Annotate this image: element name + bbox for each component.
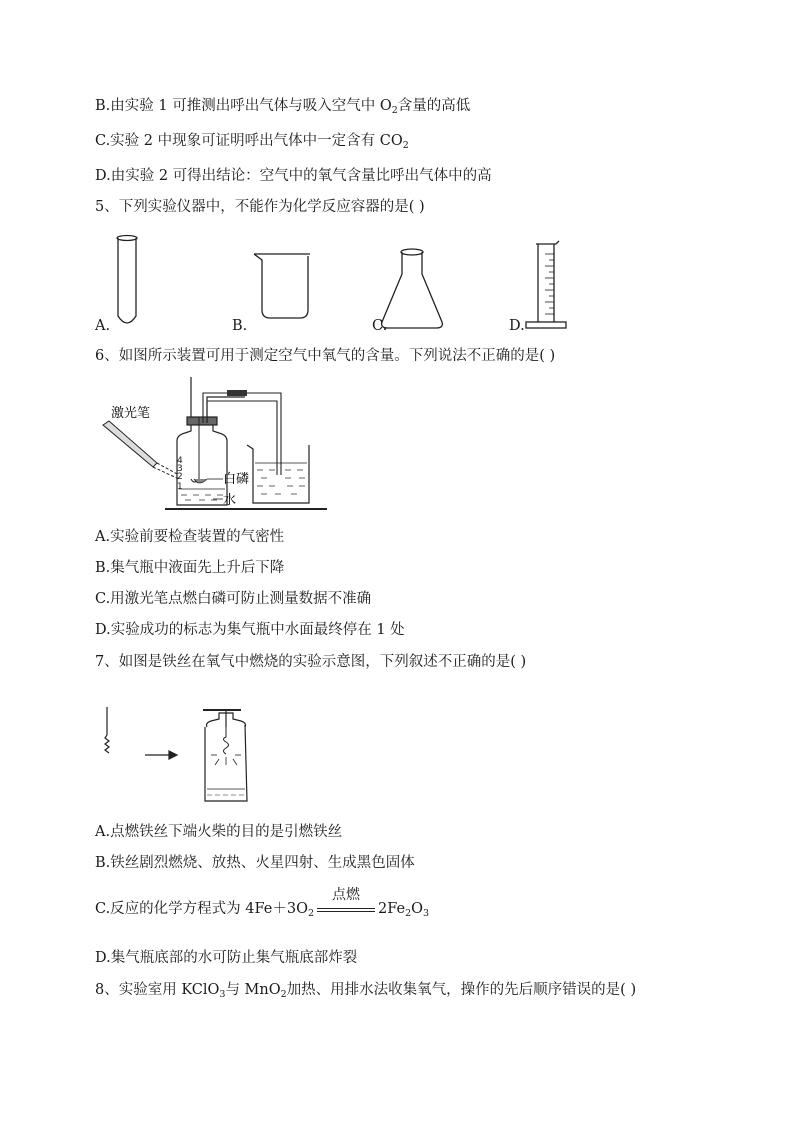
q6-option-d: D.实验成功的标志为集气瓶中水面最终停在 1 处 — [95, 622, 405, 638]
q4-option-b: B.由实验 1 可推测出呼出气体与吸入空气中 $O_2$含量的高低 — [95, 98, 471, 116]
q8-stem: 8、实验室用 KClO$_3$与 MnO$_2$加热、用排水法收集氧气，操作的先后顺序错误的是( ) — [95, 982, 637, 1000]
q6-stem: 6、如图所示装置可用于测定空气中氧气的含量。下列说法不正确的是( ) — [95, 348, 556, 364]
conical-flask-icon — [382, 249, 443, 328]
q7-stem: 7、如图是铁丝在氧气中燃烧的实验示意图，下列叙述不正确的是( ) — [95, 654, 527, 670]
q7-option-a: A.点燃铁丝下端火柴的目的是引燃铁丝 — [95, 824, 343, 840]
q6-option-c: C.用激光笔点燃白磷可防止测量数据不准确 — [95, 591, 372, 607]
iron-wire-icon — [105, 707, 109, 753]
q5-apparatus-figure — [90, 230, 690, 340]
q6-oxygen-measurement-figure — [95, 375, 335, 515]
q6-option-a: A.实验前要检查装置的气密性 — [95, 529, 285, 545]
laser-pen-icon — [103, 421, 179, 479]
arrow-right-icon — [145, 751, 177, 759]
svg-text:4: 4 — [177, 456, 183, 466]
svg-text:2: 2 — [177, 472, 183, 482]
q4-option-c: C.实验 2 中现象可证明呼出气体中一定含有 $CO_2$ — [95, 133, 409, 151]
q5-label-c: C. — [372, 318, 388, 334]
laser-label: 激光笔 — [111, 406, 151, 421]
q7-iron-wire-figure — [95, 705, 275, 805]
test-tube-icon — [117, 236, 137, 324]
q4-option-d: D.由实验 2 可得出结论：空气中的氧气含量比呼出气体中的高 — [95, 168, 492, 184]
q5-label-a: A. — [95, 318, 111, 334]
q5-stem: 5、下列实验仪器中，不能作为化学反应容器的是( ) — [95, 199, 425, 215]
gas-bottle-icon — [177, 377, 227, 505]
q6-option-b: B.集气瓶中液面先上升后下降 — [95, 560, 285, 576]
phosphorus-label: 白磷 — [223, 472, 250, 487]
q5-label-b: B. — [232, 318, 248, 334]
q7-option-c: C.反应的化学方程式为 $4Fe+3O_2$ 点燃 $2Fe_2O_3$ — [95, 887, 430, 919]
q5-label-d: D. — [509, 318, 525, 334]
gas-bottle-icon — [203, 710, 247, 801]
q7-option-d: D.集气瓶底部的水可防止集气瓶底部炸裂 — [95, 950, 358, 966]
water-label: 水 — [223, 493, 237, 508]
svg-text:3: 3 — [177, 464, 183, 474]
svg-text:1: 1 — [177, 482, 183, 492]
q7-option-b: B.铁丝剧烈燃烧、放热、火星四射、生成黑色固体 — [95, 855, 415, 871]
beaker-icon — [254, 254, 310, 318]
reaction-arrow: 点燃 — [315, 899, 377, 919]
